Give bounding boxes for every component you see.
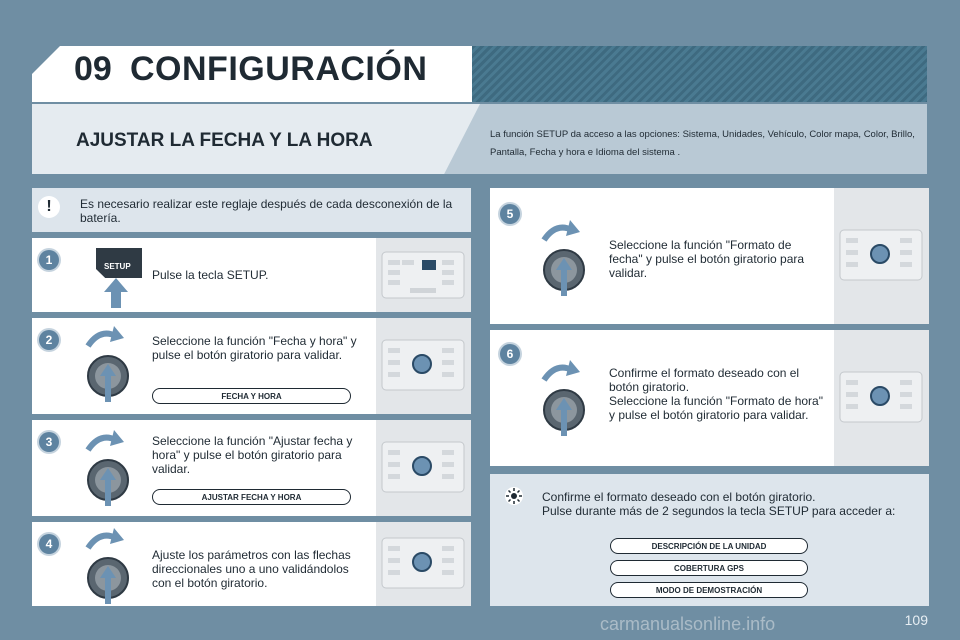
radio-panel-icon: [834, 330, 929, 466]
device-image-6: [834, 330, 929, 466]
watermark: carmanualsonline.info: [600, 614, 776, 634]
device-image-5: [834, 188, 929, 324]
radio-panel-icon: [376, 238, 471, 312]
step-text-4: Ajuste los parámetros con las flechas direccionales uno a uno validándolos con el botón giratorio.: [152, 548, 351, 590]
menu-option-ajustar-fecha-y-hora: AJUSTAR FECHA Y HORA: [152, 489, 351, 505]
rotary-knob-icon: [80, 324, 140, 404]
step-badge-5: 5: [500, 204, 520, 224]
chapter-title: CONFIGURACIÓN: [130, 50, 428, 88]
step-badge-4: 4: [39, 534, 59, 554]
device-image-3: [376, 420, 471, 516]
page-number: 109: [904, 612, 928, 628]
menu-option-demo-mode: MODO DE DEMOSTRACIÓN: [610, 582, 808, 598]
radio-panel-icon: [376, 420, 471, 516]
step-text-1: Pulse la tecla SETUP.: [152, 268, 269, 282]
device-image-1: [376, 238, 471, 312]
device-image-4: [376, 522, 471, 606]
step-badge-2: 2: [39, 330, 59, 350]
device-image-2: [376, 318, 471, 414]
radio-panel-icon: [376, 522, 471, 606]
rotary-knob-icon: [80, 526, 140, 606]
intro-text: La función SETUP da acceso a las opciones: Sistema, Unidades, Vehículo, Color mapa, Color, Brillo, Pantalla, Fecha y hora e Idioma del sistema .: [490, 129, 915, 158]
step-badge-1: 1: [39, 250, 59, 270]
step-badge-6: 6: [500, 344, 520, 364]
rotary-knob-icon: [80, 428, 140, 508]
step-text-5: Seleccione la función "Formato de fecha" y pulse el botón giratorio para validar.: [609, 238, 805, 280]
exclamation-icon: !: [38, 196, 60, 218]
setup-key-label: SETUP: [104, 262, 131, 271]
warning-text: Es necesario realizar este reglaje después de cada desconexión de la batería.: [80, 197, 453, 225]
step-badge-3: 3: [39, 432, 59, 452]
radio-panel-icon: [376, 318, 471, 414]
step-text-3: Seleccione la función "Ajustar fecha y hora" y pulse el botón giratorio para validar.: [152, 434, 353, 476]
header-pattern: [472, 46, 927, 102]
step-text-6: Confirme el formato deseado con el botón giratorio. Seleccione la función "Formato de hora" y pulse el botón giratorio para validar.: [609, 366, 823, 422]
rotary-knob-icon: [536, 218, 596, 298]
menu-option-gps-coverage: COBERTURA GPS: [610, 560, 808, 576]
step-text-2: Seleccione la función "Fecha y hora" y pulse el botón giratorio para validar.: [152, 334, 357, 362]
section-title: AJUSTAR LA FECHA Y LA HORA: [76, 130, 373, 151]
menu-option-unit-description: DESCRIPCIÓN DE LA UNIDAD: [610, 538, 808, 554]
chapter-number: 09: [74, 50, 112, 88]
menu-option-fecha-y-hora: FECHA Y HORA: [152, 388, 351, 404]
arrow-up-icon: [104, 278, 128, 308]
lightbulb-icon: [504, 486, 524, 506]
tip-text: Confirme el formato deseado con el botón giratorio. Pulse durante más de 2 segundos la tecla SETUP para acceder a:: [542, 490, 896, 518]
rotary-knob-icon: [536, 358, 596, 438]
radio-panel-icon: [834, 188, 929, 324]
